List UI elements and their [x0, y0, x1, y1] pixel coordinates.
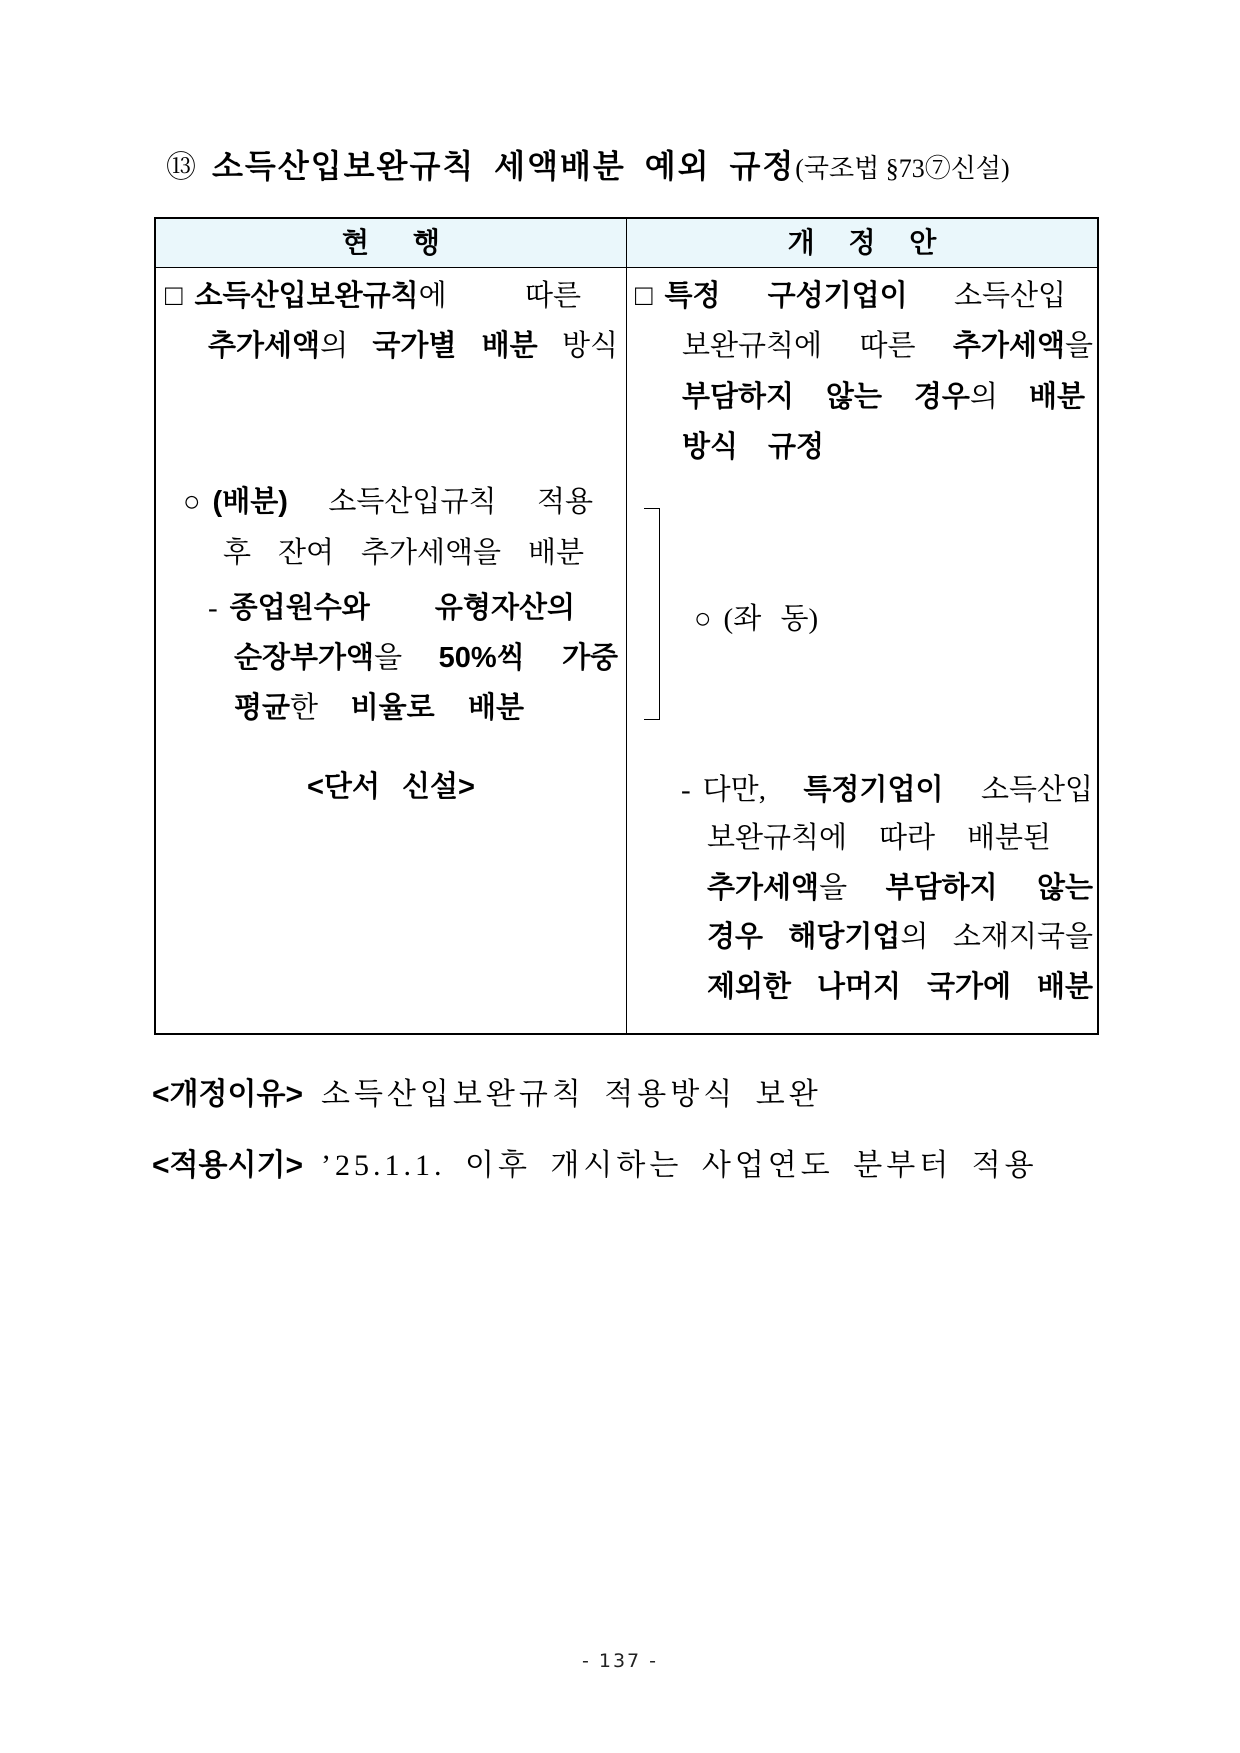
proposed-proviso-text: 을	[819, 872, 886, 904]
current-method-bold-text: 평균	[234, 692, 291, 724]
circle-bullet-icon: ○	[183, 486, 201, 518]
amendment-comparison-table	[154, 217, 1099, 1035]
section-title	[166, 142, 1010, 190]
effective-label: <적용시기>	[152, 1149, 303, 1182]
dash-bullet: -	[681, 774, 691, 806]
header-proposed-amendment: 개 정 안	[627, 219, 1097, 268]
proposed-item-line-2	[682, 326, 1093, 366]
proposed-item-bold-text: 부담하지 않는 경우	[682, 381, 970, 413]
proposed-proviso-bold-text: 추가세액	[707, 872, 820, 904]
proposed-item-text: 소득산입	[907, 280, 1066, 312]
current-item-text: 의	[320, 330, 373, 362]
same-as-current-text: (좌 동)	[723, 603, 819, 635]
current-allocation-bold-text: (배분)	[212, 486, 288, 518]
current-allocation-line-1	[183, 482, 593, 522]
circle-bullet-icon: ○	[694, 603, 712, 635]
reason-text: 소득산입보완규칙 적용방식 보완	[320, 1078, 822, 1111]
proposed-item-bold-text: 추가세액	[952, 330, 1065, 362]
page-number: - 137 -	[581, 1650, 659, 1672]
proposed-item-line-1	[635, 276, 1066, 316]
item-number: ⑬	[166, 151, 196, 184]
checkbox-square-icon: □	[165, 280, 183, 312]
proposed-same-as-current	[694, 599, 818, 639]
current-method-bold-text: 순장부가액	[234, 642, 375, 674]
current-proviso-note: <단서 신설>	[307, 771, 475, 803]
proposed-proviso-text: 다만,	[702, 774, 804, 806]
current-allocation-line-2: 후 잔여 추가세액을 배분	[223, 537, 584, 569]
current-item-bold-text: 추가세액	[208, 330, 321, 362]
current-item-bold-text: 국가별 배분	[372, 330, 538, 362]
current-item-text: 방식	[537, 330, 619, 362]
current-item-line-2	[208, 326, 618, 366]
proposed-proviso-line-2: 보완규칙에 따라 배분된	[707, 822, 1051, 854]
current-item-text: 에 따른	[418, 280, 581, 312]
proposed-proviso-line-5: 제외한 나머지 국가에 배분	[707, 971, 1093, 1003]
proposed-proviso-text: 소득산입	[943, 774, 1093, 806]
dash-bullet: -	[208, 592, 218, 624]
header-current-law: 현 행	[156, 219, 627, 268]
current-item-line-1	[165, 276, 581, 316]
same-as-current-bracket	[644, 508, 660, 720]
proposed-item-text: 보완규칙에 따른	[682, 330, 953, 362]
current-method-line-3	[234, 688, 524, 728]
current-item-bold-text: 소득산입보완규칙	[194, 280, 419, 312]
proposed-amendment-cell	[627, 268, 1097, 1033]
reason-label: <개정이유>	[152, 1078, 303, 1111]
proposed-item-line-4: 방식 규정	[682, 431, 824, 463]
proposed-item-text: 을	[1064, 330, 1093, 362]
current-method-bold-text: 비율로 배분	[350, 692, 524, 724]
title-text: 소득산입보완규칙 세액배분 예외 규정	[212, 148, 796, 184]
effective-text: ’25.1.1. 이후 개시하는 사업연도 분부터 적용	[320, 1149, 1038, 1182]
proposed-item-bold-text: 특정 구성기업이	[664, 280, 908, 312]
proposed-proviso-line-4	[707, 917, 1093, 957]
current-method-text: 한	[290, 692, 351, 724]
proposed-item-bold-text: 배분	[1028, 381, 1085, 413]
current-method-line-1	[208, 588, 575, 628]
proposed-proviso-line-1	[681, 770, 1093, 810]
current-method-bold-text: 종업원수와 유형자산의	[229, 592, 575, 624]
current-allocation-text: 소득산입규칙 적용	[287, 486, 593, 518]
proposed-proviso-text: 의 소재지국을	[900, 921, 1093, 953]
effective-date	[152, 1144, 1038, 1188]
proposed-proviso-line-3	[707, 868, 1093, 908]
current-law-cell	[156, 268, 627, 1033]
checkbox-square-icon: □	[635, 280, 653, 312]
proposed-proviso-bold-text: 특정기업이	[803, 774, 944, 806]
proposed-proviso-bold-text: 부담하지 않는	[885, 872, 1093, 904]
current-method-bold-text: 50%씩 가중	[438, 642, 618, 674]
proposed-proviso-bold-text: 경우 해당기업	[707, 921, 901, 953]
title-law-reference: (국조법 §73⑦신설)	[795, 154, 1010, 183]
current-method-text: 을	[374, 642, 439, 674]
current-method-line-2	[234, 638, 618, 678]
amendment-reason	[152, 1073, 822, 1117]
proposed-item-text: 의	[969, 381, 1029, 413]
proposed-item-line-3	[682, 377, 1085, 417]
